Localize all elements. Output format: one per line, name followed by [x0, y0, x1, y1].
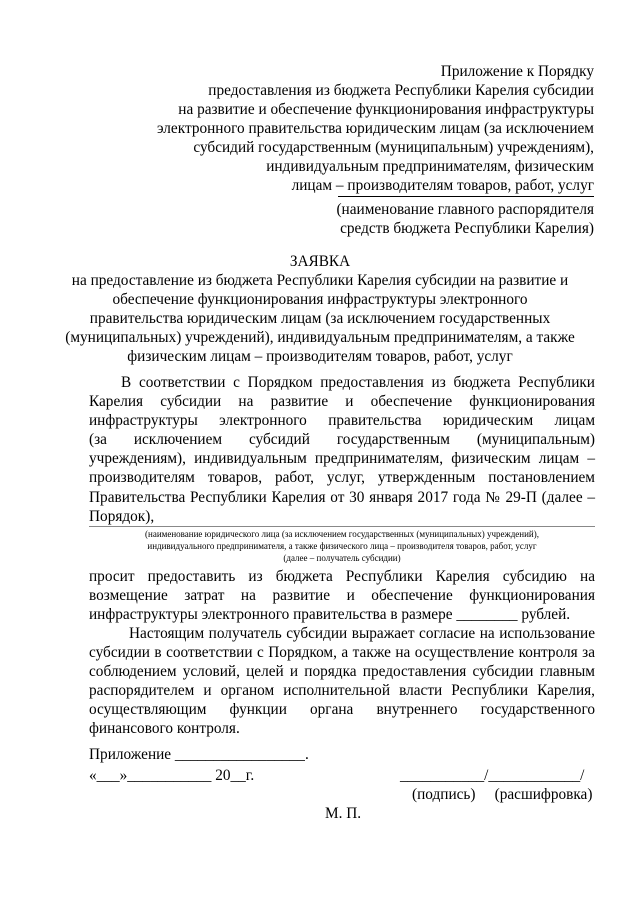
recipient-underline [338, 196, 594, 197]
paragraph-consent [89, 624, 595, 739]
applicant-caption-line-3: (далее – получатель субсидии) [283, 553, 401, 563]
paragraph-row: производителям товаров, работ, услуг, утвержденным постановлением [89, 469, 595, 487]
title-heading: ЗАЯВКА [289, 253, 351, 270]
paragraph-request [89, 567, 595, 624]
recipient-caption-2: средств бюджета Республики Карелия) [340, 220, 594, 237]
paragraph-row: субсидии в соответствии с Порядком, а также на осуществление контроля за [89, 644, 595, 662]
title-line-4: (муниципальных) учреждений), индивидуальным предпринимателям, а также [65, 329, 575, 346]
header-line-1: Приложение к Порядку [440, 63, 594, 80]
header-line-3: на развитие и обеспечение функционирования инфраструктуры [178, 101, 594, 118]
paragraph-row: учреждениям), индивидуальным предпринимателям, физическим лицам – [89, 450, 595, 468]
header-line-6: индивидуальным предпринимателям, физическим [266, 158, 594, 175]
paragraph-row: инфраструктуры электронного правительства в размере ________ рублей. [89, 606, 571, 624]
title-line-5: физическим лицам – производителям товаров, работ, услуг [127, 348, 513, 365]
paragraph-row: соблюдением условий, целей и порядка предоставления субсидии главным [89, 663, 595, 681]
paragraph-row: инфраструктуры электронного правительства юридическим лицам [89, 412, 595, 430]
paragraph-row: просит предоставить из бюджета Республики Карелия субсидию на [89, 568, 595, 585]
paragraph-row: осуществляющим функции органа внутреннего государственного [89, 701, 595, 719]
header-line-7: лицам – производителям товаров, работ, услуг [291, 177, 594, 194]
application-title [40, 252, 600, 366]
paragraph-row: (за исключением субсидий государственным (муниципальным) [89, 431, 595, 449]
title-line-1: на предоставление из бюджета Республики Карелия субсидии на развитие и [71, 272, 569, 289]
header-line-2: предоставления из бюджета Республики Карелия субсидии [208, 82, 594, 99]
paragraph-row: Настоящим получатель субсидии выражает согласие на использование [129, 625, 595, 642]
stamp-label: М. П. [325, 805, 362, 822]
applicant-caption-line-2: индивидуального предпринимателя, а также физического лица – производителя товаров, работ, услуг [147, 541, 537, 551]
recipient-caption-1: (наименование главного распорядителя [336, 201, 594, 218]
title-line-2: обеспечение функционирования инфраструктуры электронного [112, 291, 528, 308]
header-line-5: субсидий государственным (муниципальным) учреждениям), [193, 139, 594, 156]
applicant-caption [89, 528, 595, 564]
header-line-4: электронного правительства юридическим лицам (за исключением [157, 120, 594, 137]
paragraph-row: В соответствии с Порядком предоставления из бюджета Республики [121, 374, 595, 391]
signature-line: ___________/____________/ [400, 767, 585, 784]
title-line-3: правительства юридическим лицам (за исключением государственных [89, 310, 551, 327]
date-line: «___»___________ 20__г. [89, 767, 255, 784]
applicant-caption-line-1: (наименование юридического лица (за исключением государственных (муниципальных) учреждений), [145, 529, 539, 539]
paragraph-row: Правительства Республики Карелия от 30 января 2017 года № 29-П (далее – [89, 488, 595, 506]
applicant-name-underline [89, 526, 595, 527]
paragraph-row: финансового контроля. [89, 720, 240, 738]
paragraph-basis [89, 373, 595, 526]
paragraph-row: Карелия субсидии на развитие и обеспечение функционирования [89, 393, 595, 411]
paragraph-row: возмещение затрат на развитие и обеспечение функционирования [89, 587, 595, 605]
paragraph-row: Порядок), [89, 507, 155, 525]
paragraph-row: распорядителем и органом исполнительной власти Республики Карелия, [89, 682, 595, 700]
attachment-line: Приложение _________________. [89, 746, 309, 763]
signature-caption: (подпись) (расшифровка) [412, 786, 593, 803]
